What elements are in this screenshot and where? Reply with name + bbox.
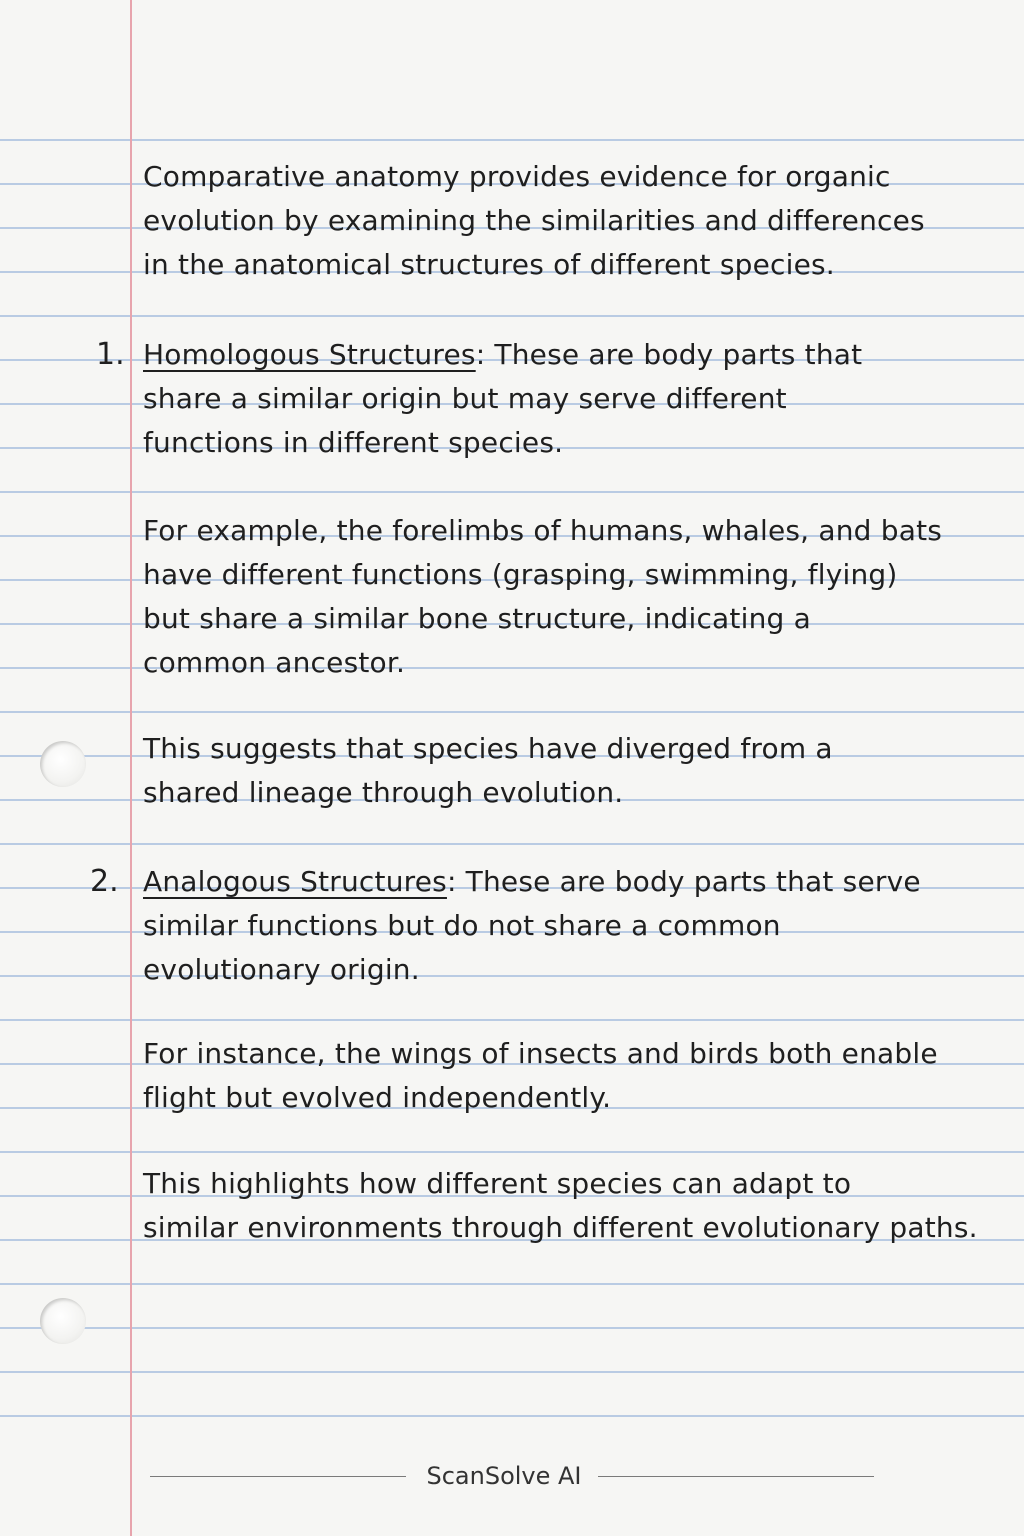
- punch-hole: [40, 1298, 86, 1344]
- definition-text: : These are body parts that: [475, 338, 863, 371]
- example-line: For instance, the wings of insects and birds both enable: [143, 1037, 938, 1070]
- punch-hole: [40, 741, 86, 787]
- homologous-conclusion: [143, 727, 963, 815]
- footer-brand-label: ScanSolve AI: [426, 1462, 582, 1490]
- definition-line: similar functions but do not share a common: [143, 909, 781, 942]
- analogous-conclusion: [143, 1162, 978, 1250]
- analogous-example: [143, 1032, 963, 1120]
- intro-line: evolution by examining the similarities and differences: [143, 204, 925, 237]
- definition-line: share a similar origin but may serve different: [143, 382, 787, 415]
- list-number-1: 1.: [96, 337, 125, 372]
- definition-line: functions in different species.: [143, 426, 564, 459]
- definition-line: [143, 860, 963, 904]
- analogous-definition: [143, 860, 963, 992]
- definition-line: [143, 333, 963, 377]
- definition-line: evolutionary origin.: [143, 953, 420, 986]
- red-margin-line: [130, 0, 132, 1536]
- conclusion-line: shared lineage through evolution.: [143, 776, 624, 809]
- conclusion-line: This highlights how different species can adapt to: [143, 1167, 852, 1200]
- footer: [0, 1458, 1024, 1494]
- intro-paragraph: [143, 155, 963, 287]
- term-homologous: Homologous Structures: [143, 338, 476, 371]
- intro-line: in the anatomical structures of different species.: [143, 248, 835, 281]
- example-line: For example, the forelimbs of humans, whales, and bats: [143, 514, 943, 547]
- conclusion-line: similar environments through different evolutionary paths.: [143, 1211, 978, 1244]
- list-number-2: 2.: [90, 864, 119, 899]
- definition-text: : These are body parts that serve: [446, 865, 921, 898]
- intro-line: Comparative anatomy provides evidence for organic: [143, 160, 891, 193]
- term-analogous: Analogous Structures: [143, 865, 447, 898]
- footer-rule: [598, 1476, 874, 1477]
- example-line: have different functions (grasping, swimming, flying): [143, 558, 898, 591]
- footer-rule: [150, 1476, 406, 1477]
- example-line: but share a similar bone structure, indicating a: [143, 602, 811, 635]
- homologous-example: [143, 509, 963, 685]
- example-line: common ancestor.: [143, 646, 406, 679]
- homologous-definition: [143, 333, 963, 465]
- example-line: flight but evolved independently.: [143, 1081, 612, 1114]
- conclusion-line: This suggests that species have diverged from a: [143, 732, 833, 765]
